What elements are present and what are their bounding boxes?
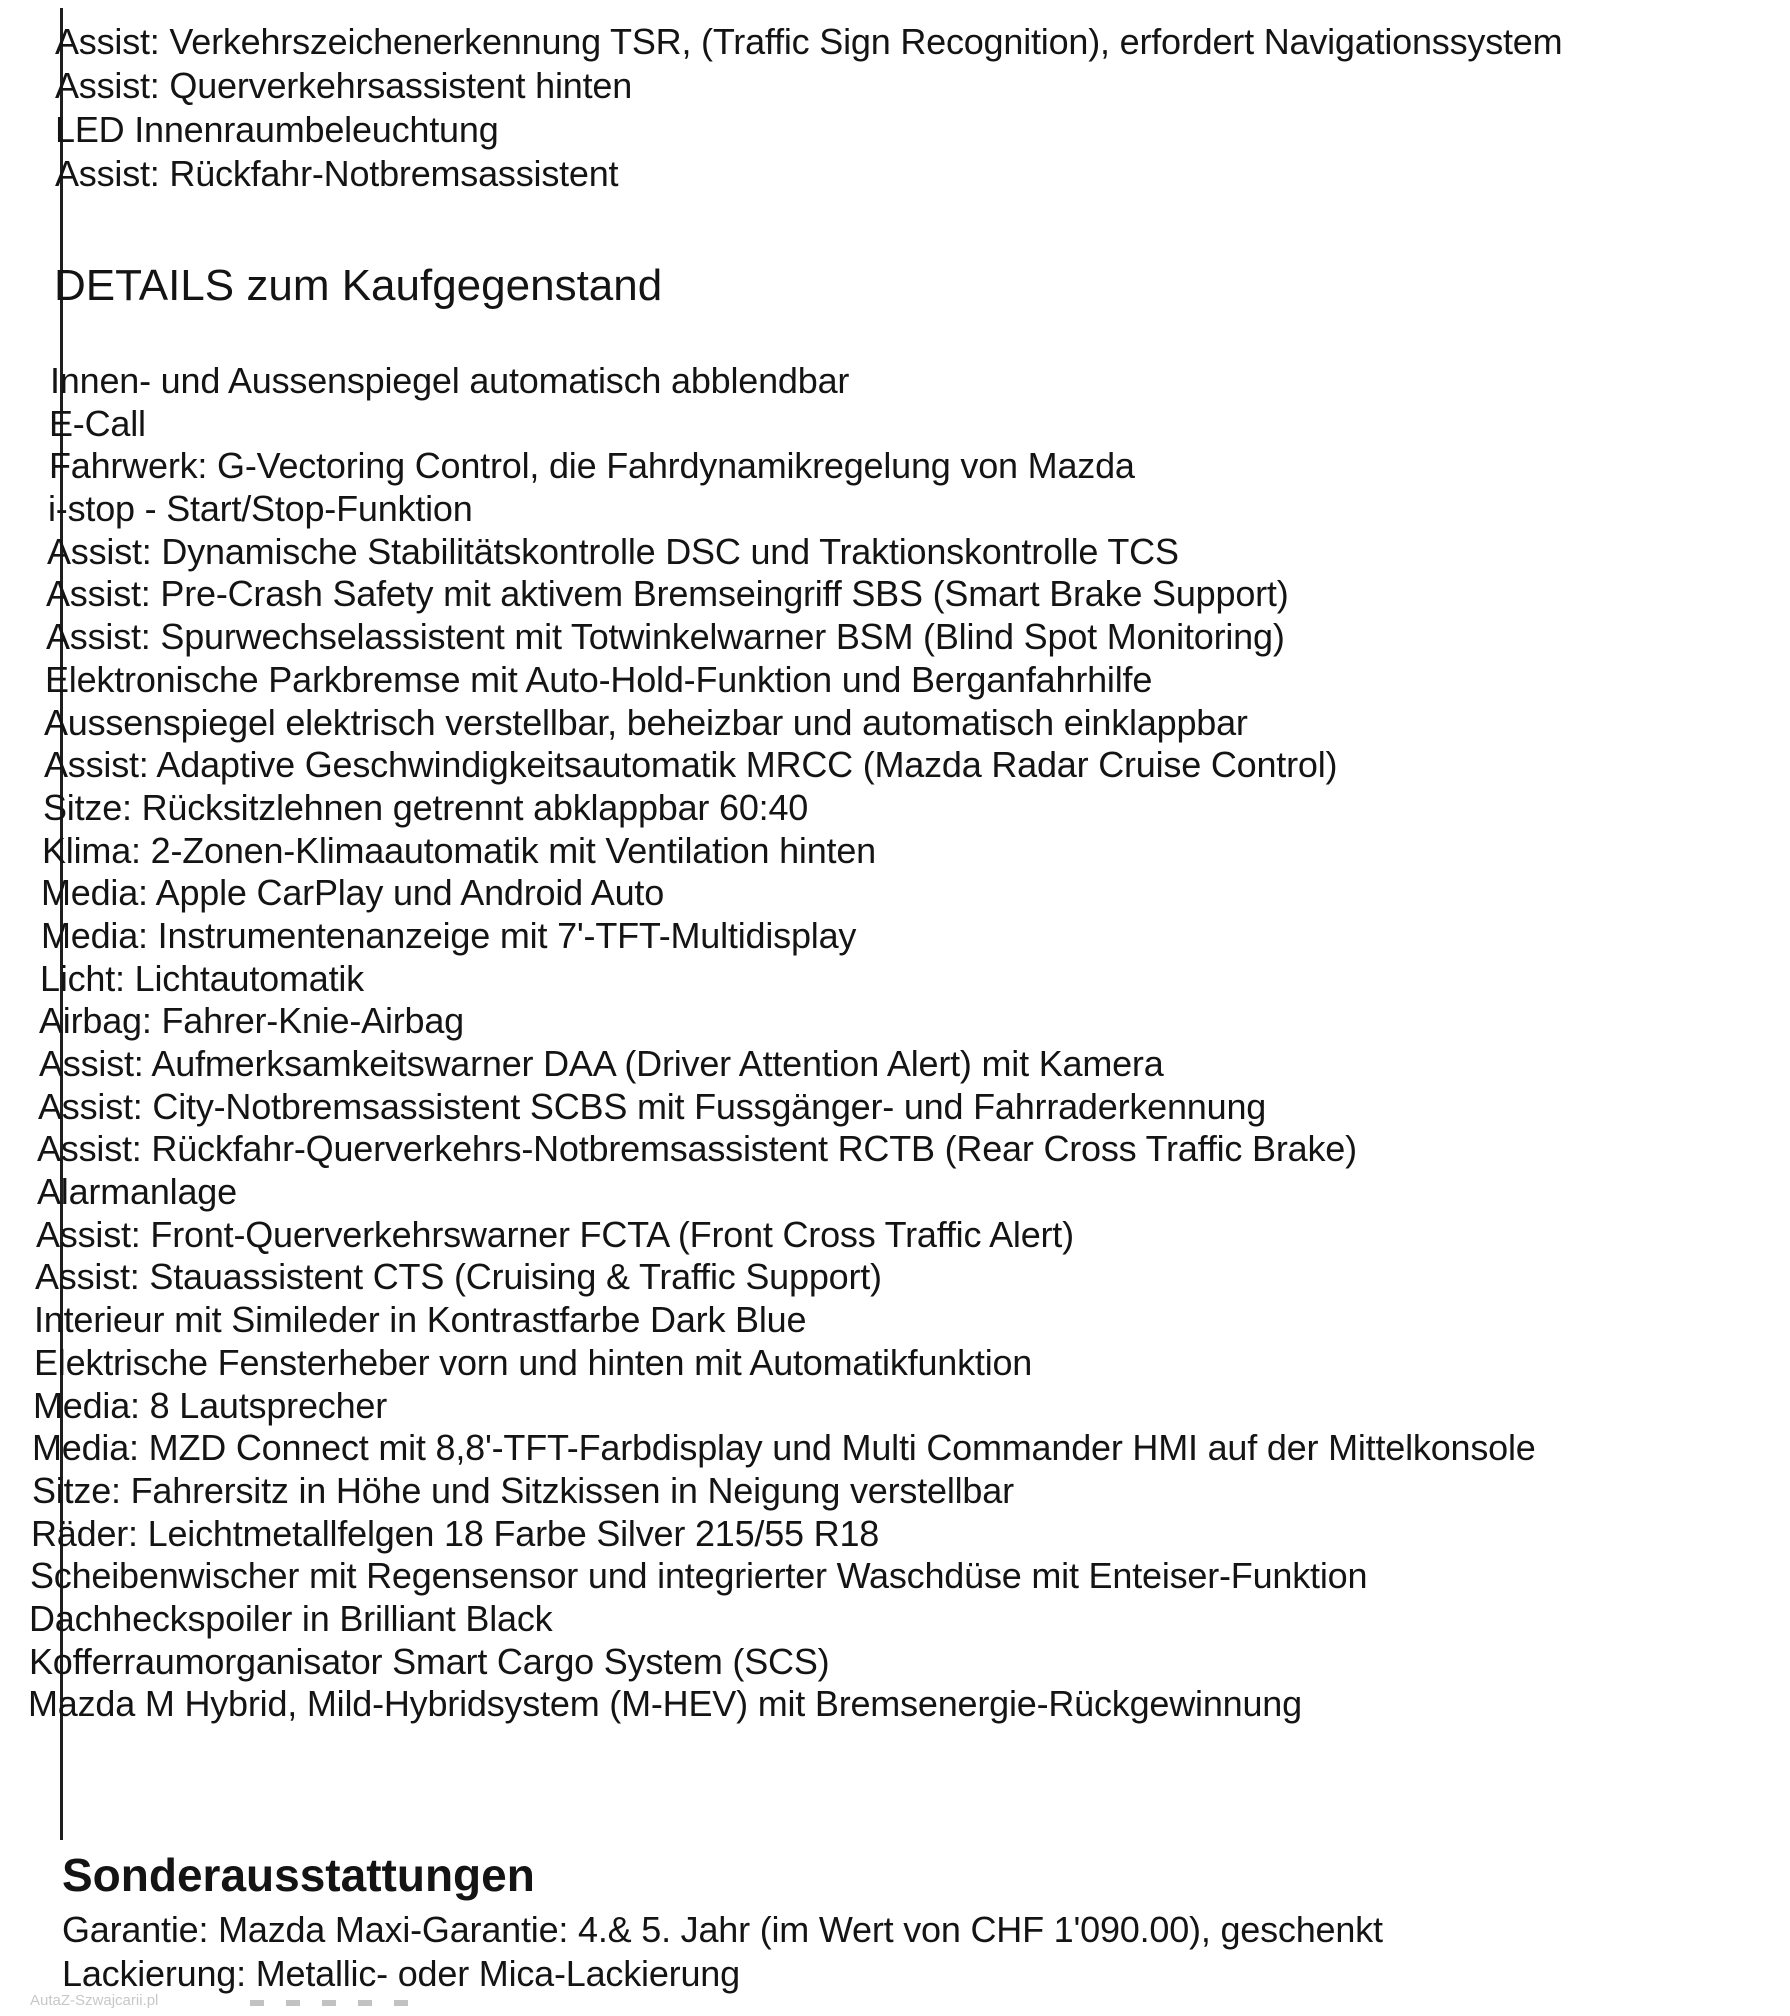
list-item: Assist: Rückfahr-Notbremsassistent [55,153,619,194]
list-item: Sitze: Rücksitzlehnen getrennt abklappbar 60:40 [43,786,809,828]
list-item: Media: Instrumentenanzeige mit 7'-TFT-Multidisplay [41,914,857,956]
list-item: i-stop - Start/Stop-Funktion [48,488,473,530]
list-item: Elektrische Fensterheber vorn und hinten mit Automatikfunktion [34,1341,1033,1383]
list-item: Interieur mit Simileder in Kontrastfarbe Dark Blue [34,1299,807,1341]
list-item: E-Call [49,402,146,444]
list-item: Assist: City-Notbremsassistent SCBS mit Fussgänger- und Fahrraderkennung [38,1085,1267,1127]
list-item: Licht: Lichtautomatik [40,957,364,999]
list-item: Scheibenwischer mit Regensensor und integrierter Waschdüse mit Enteiser-Funktion [30,1555,1368,1597]
top-feature-list [0,20,1562,196]
watermark: AutaZ-Szwajcarii.pl [30,1992,159,2009]
list-item: Airbag: Fahrer-Knie-Airbag [39,1000,464,1042]
list-item: LED Innenraumbeleuchtung [55,109,499,150]
list-item: Klima: 2-Zonen-Klimaautomatik mit Ventilation hinten [42,829,877,871]
list-item: Alarmanlage [37,1171,237,1213]
list-item: Assist: Adaptive Geschwindigkeitsautomatik MRCC (Mazda Radar Cruise Control) [44,744,1338,786]
list-item: Kofferraumorganisator Smart Cargo System (SCS) [29,1640,830,1682]
list-item: Garantie: Mazda Maxi-Garantie: 4.& 5. Jahr (im Wert von CHF 1'090.00), geschenkt [62,1909,1383,1950]
list-item: Elektronische Parkbremse mit Auto-Hold-Funktion und Berganfahrhilfe [45,658,1153,700]
list-item: Media: Apple CarPlay und Android Auto [41,872,665,914]
details-feature-list [0,360,1536,1726]
list-item: Räder: Leichtmetallfelgen 18 Farbe Silver 215/55 R18 [31,1512,880,1554]
list-item: Fahrwerk: G-Vectoring Control, die Fahrdynamikregelung von Mazda [49,445,1135,487]
list-item: Lackierung: Metallic- oder Mica-Lackierung [62,1953,740,1994]
scan-ink-marks [250,2000,430,2006]
list-item: Dachheckspoiler in Brilliant Black [29,1597,553,1639]
list-item: Sitze: Fahrersitz in Höhe und Sitzkissen in Neigung verstellbar [32,1469,1014,1511]
list-item: Assist: Pre-Crash Safety mit aktivem Bremseingriff SBS (Smart Brake Support) [46,573,1289,615]
list-item: Assist: Spurwechselassistent mit Totwinkelwarner BSM (Blind Spot Monitoring) [46,616,1285,658]
list-item: Assist: Stauassistent CTS (Cruising & Traffic Support) [35,1256,882,1298]
sonderausstattungen-heading: Sonderausstattungen [62,1849,535,1901]
list-item: Assist: Front-Querverkehrswarner FCTA (Front Cross Traffic Alert) [36,1213,1074,1255]
list-item: Aussenspiegel elektrisch verstellbar, beheizbar und automatisch einklappbar [44,701,1248,743]
list-item: Assist: Verkehrszeichenerkennung TSR, (Traffic Sign Recognition), erfordert Navigationssystem [55,21,1563,62]
list-item: Mazda M Hybrid, Mild-Hybridsystem (M-HEV) mit Bremsenergie-Rückgewinnung [28,1683,1302,1725]
list-item: Assist: Aufmerksamkeitswarner DAA (Driver Attention Alert) mit Kamera [39,1043,1164,1084]
list-item: Assist: Querverkehrsassistent hinten [55,65,633,106]
list-item: Media: MZD Connect mit 8,8'-TFT-Farbdisplay und Multi Commander HMI auf der Mittelkonsole [32,1427,1536,1469]
list-item: Assist: Dynamische Stabilitätskontrolle DSC und Traktionskontrolle TCS [47,530,1179,572]
list-item: Innen- und Aussenspiegel automatisch abblendbar [50,360,850,401]
list-item: Assist: Rückfahr-Querverkehrs-Notbremsassistent RCTB (Rear Cross Traffic Brake) [37,1128,1357,1170]
list-item: Media: 8 Lautsprecher [33,1384,388,1426]
sonder-feature-list [0,1908,1383,1996]
details-heading: DETAILS zum Kaufgegenstand [54,261,663,310]
